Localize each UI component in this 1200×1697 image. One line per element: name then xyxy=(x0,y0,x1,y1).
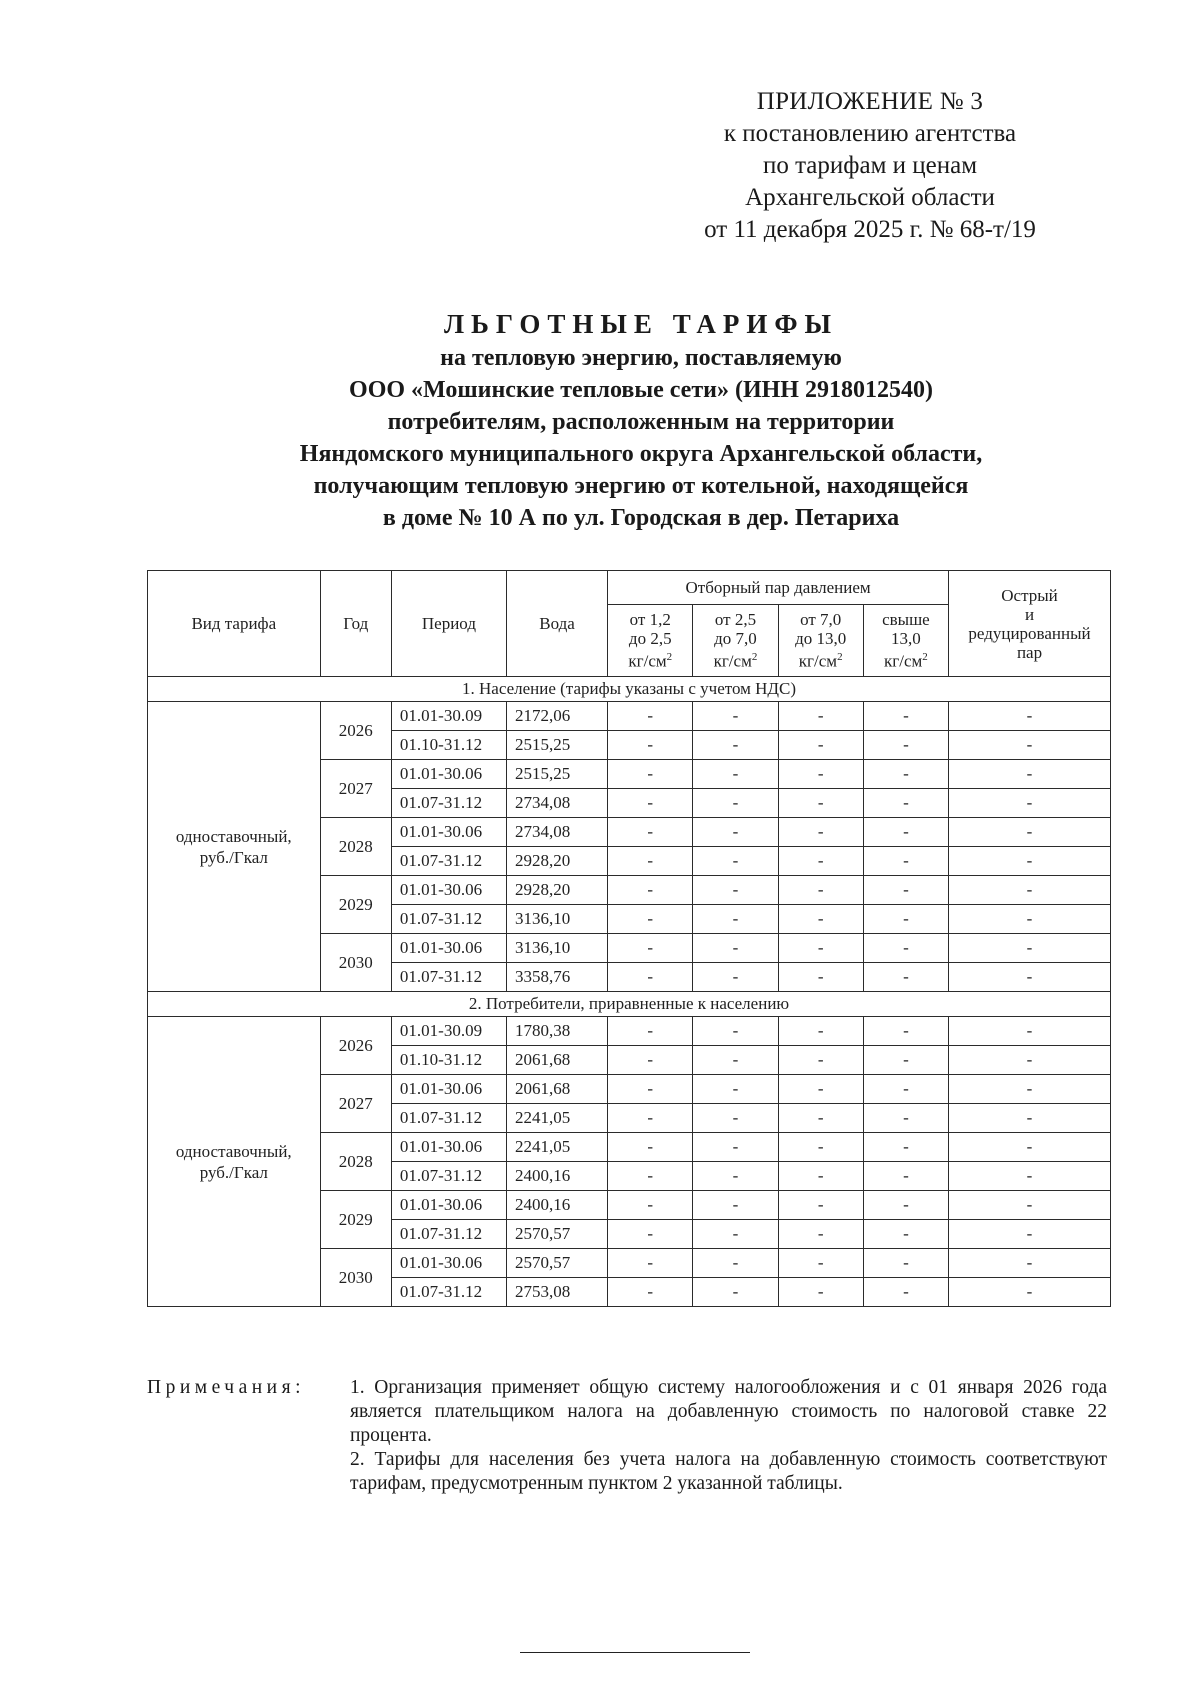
value-cell-p4: - xyxy=(863,702,948,731)
value-cell-p4: - xyxy=(863,1278,948,1307)
value-cell-p3: - xyxy=(778,847,863,876)
value-cell-p2: - xyxy=(693,1017,778,1046)
value-cell-p2: - xyxy=(693,760,778,789)
unit-power: 2 xyxy=(837,651,843,664)
value-cell-p3: - xyxy=(778,934,863,963)
value-cell-p2: - xyxy=(693,789,778,818)
unit-text: кг/см xyxy=(713,651,752,671)
water-cell: 2061,68 xyxy=(506,1046,607,1075)
value-cell-p1: - xyxy=(608,963,693,992)
value-cell-p1: - xyxy=(608,760,693,789)
header-sharp-line: пар xyxy=(1016,642,1043,662)
value-cell-p4: - xyxy=(863,963,948,992)
header-sharp-line: Острый xyxy=(1001,585,1058,605)
value-cell-p1: - xyxy=(608,702,693,731)
value-cell-sharp: - xyxy=(949,818,1111,847)
unit-power: 2 xyxy=(666,651,673,664)
value-cell-sharp: - xyxy=(949,702,1111,731)
value-cell-p4: - xyxy=(863,731,948,760)
water-cell: 2753,08 xyxy=(506,1278,607,1307)
year-cell: 2029 xyxy=(320,876,391,934)
value-cell-p1: - xyxy=(608,1162,693,1191)
period-cell: 01.01-30.06 xyxy=(391,1075,506,1104)
table-row xyxy=(148,1017,1111,1046)
water-cell: 2515,25 xyxy=(506,760,607,789)
water-cell: 2515,25 xyxy=(506,731,607,760)
year-cell: 2030 xyxy=(320,934,391,992)
water-cell: 2061,68 xyxy=(506,1075,607,1104)
value-cell-sharp: - xyxy=(949,905,1111,934)
tariff-table xyxy=(147,570,1111,1307)
table-header xyxy=(148,571,1111,677)
header-unit xyxy=(693,648,777,671)
value-cell-sharp: - xyxy=(949,934,1111,963)
period-cell: 01.07-31.12 xyxy=(391,1220,506,1249)
header-pressure-3 xyxy=(778,605,863,677)
tariff-type-unit: руб./Гкал xyxy=(199,847,268,867)
value-cell-p2: - xyxy=(693,876,778,905)
value-cell-p4: - xyxy=(863,1046,948,1075)
value-cell-sharp: - xyxy=(949,1104,1111,1133)
period-cell: 01.01-30.09 xyxy=(391,702,506,731)
header-water: Вода xyxy=(506,571,607,677)
value-cell-p3: - xyxy=(778,1162,863,1191)
value-cell-p1: - xyxy=(608,847,693,876)
value-cell-p2: - xyxy=(693,818,778,847)
period-cell: 01.07-31.12 xyxy=(391,1104,506,1133)
unit-text: кг/см xyxy=(628,651,667,671)
notes-body xyxy=(350,1376,1107,1496)
section-title: 1. Население (тарифы указаны с учетом НДС) xyxy=(148,677,1111,702)
header-sharp-steam xyxy=(949,571,1111,677)
value-cell-sharp: - xyxy=(949,1133,1111,1162)
year-cell: 2030 xyxy=(320,1249,391,1307)
period-cell: 01.01-30.09 xyxy=(391,1017,506,1046)
water-cell: 1780,38 xyxy=(506,1017,607,1046)
value-cell-p4: - xyxy=(863,934,948,963)
document-title xyxy=(136,306,1146,534)
value-cell-p1: - xyxy=(608,1133,693,1162)
header-pressure-4 xyxy=(863,605,948,677)
header-sharp-line: и xyxy=(1024,604,1035,624)
water-cell: 2734,08 xyxy=(506,818,607,847)
water-cell: 3136,10 xyxy=(506,905,607,934)
header-unit xyxy=(864,648,948,671)
value-cell-sharp: - xyxy=(949,1220,1111,1249)
title-line: на тепловую энергию, поставляемую xyxy=(440,345,842,371)
value-cell-p4: - xyxy=(863,1162,948,1191)
period-cell: 01.10-31.12 xyxy=(391,1046,506,1075)
value-cell-p3: - xyxy=(778,1249,863,1278)
value-cell-p3: - xyxy=(778,1278,863,1307)
unit-power: 2 xyxy=(751,651,758,664)
water-cell: 2241,05 xyxy=(506,1104,607,1133)
value-cell-p2: - xyxy=(693,702,778,731)
value-cell-p1: - xyxy=(608,818,693,847)
value-cell-p3: - xyxy=(778,1046,863,1075)
value-cell-p1: - xyxy=(608,1075,693,1104)
value-cell-p1: - xyxy=(608,1191,693,1220)
appendix-date: от 11 декабря 2025 г. № 68-т/19 xyxy=(704,216,1036,243)
header-year: Год xyxy=(320,571,391,677)
value-cell-p2: - xyxy=(693,847,778,876)
title-line: в доме № 10 А по ул. Городская в дер. Петариха xyxy=(382,505,900,531)
value-cell-p1: - xyxy=(608,1220,693,1249)
unit-text: кг/см xyxy=(884,651,923,671)
year-cell: 2026 xyxy=(320,702,391,760)
value-cell-p3: - xyxy=(778,818,863,847)
header-sharp-line: редуцированный xyxy=(968,623,1091,643)
value-cell-sharp: - xyxy=(949,1191,1111,1220)
unit-power: 2 xyxy=(922,651,928,664)
period-cell: 01.10-31.12 xyxy=(391,731,506,760)
title-line: потребителям, расположенным на территории xyxy=(387,409,895,435)
value-cell-p4: - xyxy=(863,818,948,847)
value-cell-p4: - xyxy=(863,760,948,789)
value-cell-p3: - xyxy=(778,731,863,760)
value-cell-p4: - xyxy=(863,1133,948,1162)
header-pressure-line: от 1,2 xyxy=(629,610,671,630)
title-line: Няндомского муниципального округа Архангельской области, xyxy=(299,441,983,467)
header-pressure-1 xyxy=(608,605,693,677)
value-cell-p4: - xyxy=(863,1104,948,1133)
note-item-1: 1. Организация применяет общую систему налогообложения и с 01 января 2026 года является плательщиком налога на добавленную стоимость по налоговой ставке 22 процента. xyxy=(350,1377,1107,1446)
year-cell: 2027 xyxy=(320,760,391,818)
value-cell-p1: - xyxy=(608,1249,693,1278)
water-cell: 2172,06 xyxy=(506,702,607,731)
water-cell: 2928,20 xyxy=(506,847,607,876)
value-cell-sharp: - xyxy=(949,1075,1111,1104)
water-cell: 2570,57 xyxy=(506,1249,607,1278)
header-unit xyxy=(608,648,692,671)
period-cell: 01.01-30.06 xyxy=(391,1133,506,1162)
header-unit xyxy=(779,648,863,671)
title-line: ООО «Мошинские тепловые сети» (ИНН 2918012540) xyxy=(349,377,933,403)
year-cell: 2029 xyxy=(320,1191,391,1249)
year-cell: 2027 xyxy=(320,1075,391,1133)
value-cell-p2: - xyxy=(693,1046,778,1075)
value-cell-p4: - xyxy=(863,1220,948,1249)
value-cell-p1: - xyxy=(608,731,693,760)
header-period: Период xyxy=(391,571,506,677)
value-cell-p1: - xyxy=(608,934,693,963)
year-cell: 2028 xyxy=(320,818,391,876)
value-cell-p3: - xyxy=(778,1191,863,1220)
value-cell-p4: - xyxy=(863,1249,948,1278)
tariff-type-label xyxy=(148,702,321,992)
value-cell-p4: - xyxy=(863,1075,948,1104)
value-cell-p2: - xyxy=(693,934,778,963)
water-cell: 2241,05 xyxy=(506,1133,607,1162)
header-steam-group: Отборный пар давлением xyxy=(608,571,949,605)
value-cell-p3: - xyxy=(778,1133,863,1162)
appendix-line: к постановлению агентства xyxy=(723,120,1017,147)
period-cell: 01.07-31.12 xyxy=(391,963,506,992)
value-cell-p3: - xyxy=(778,1104,863,1133)
period-cell: 01.07-31.12 xyxy=(391,905,506,934)
unit-text: кг/см xyxy=(798,651,838,671)
water-cell: 2400,16 xyxy=(506,1191,607,1220)
appendix-number: ПРИЛОЖЕНИЕ № 3 xyxy=(756,88,984,115)
value-cell-p2: - xyxy=(693,1191,778,1220)
title-main: ЛЬГОТНЫЕ ТАРИФЫ xyxy=(443,309,839,339)
value-cell-p1: - xyxy=(608,876,693,905)
value-cell-p2: - xyxy=(693,963,778,992)
water-cell: 3136,10 xyxy=(506,934,607,963)
section-row xyxy=(148,677,1111,702)
value-cell-sharp: - xyxy=(949,731,1111,760)
header-pressure-line: от 2,5 xyxy=(714,610,757,630)
value-cell-p4: - xyxy=(863,905,948,934)
value-cell-sharp: - xyxy=(949,1249,1111,1278)
bottom-divider xyxy=(520,1652,750,1653)
water-cell: 2400,16 xyxy=(506,1162,607,1191)
value-cell-p3: - xyxy=(778,1220,863,1249)
value-cell-p4: - xyxy=(863,847,948,876)
table-body xyxy=(148,677,1111,1307)
value-cell-p1: - xyxy=(608,1017,693,1046)
period-cell: 01.01-30.06 xyxy=(391,1249,506,1278)
value-cell-sharp: - xyxy=(949,760,1111,789)
tariff-type-label xyxy=(148,1017,321,1307)
appendix-line: по тарифам и ценам xyxy=(762,152,978,179)
period-cell: 01.01-30.06 xyxy=(391,934,506,963)
value-cell-p2: - xyxy=(693,1104,778,1133)
tariff-type-line: одноставочный, xyxy=(175,1141,292,1161)
value-cell-p1: - xyxy=(608,905,693,934)
section-title: 2. Потребители, приравненные к населению xyxy=(148,992,1111,1017)
value-cell-sharp: - xyxy=(949,1162,1111,1191)
period-cell: 01.01-30.06 xyxy=(391,818,506,847)
water-cell: 2570,57 xyxy=(506,1220,607,1249)
header-pressure-line: от 7,0 xyxy=(800,610,842,630)
value-cell-p2: - xyxy=(693,1075,778,1104)
period-cell: 01.01-30.06 xyxy=(391,1191,506,1220)
value-cell-p3: - xyxy=(778,702,863,731)
period-cell: 01.07-31.12 xyxy=(391,1278,506,1307)
value-cell-p3: - xyxy=(778,876,863,905)
period-cell: 01.07-31.12 xyxy=(391,847,506,876)
value-cell-p2: - xyxy=(693,1278,778,1307)
value-cell-sharp: - xyxy=(949,1046,1111,1075)
value-cell-p3: - xyxy=(778,963,863,992)
period-cell: 01.07-31.12 xyxy=(391,789,506,818)
value-cell-p1: - xyxy=(608,1278,693,1307)
value-cell-p4: - xyxy=(863,1191,948,1220)
value-cell-p3: - xyxy=(778,1075,863,1104)
value-cell-p1: - xyxy=(608,789,693,818)
appendix-line: Архангельской области xyxy=(745,184,995,211)
period-cell: 01.01-30.06 xyxy=(391,760,506,789)
header-tariff-type: Вид тарифа xyxy=(148,571,321,677)
value-cell-sharp: - xyxy=(949,847,1111,876)
value-cell-sharp: - xyxy=(949,789,1111,818)
table-row xyxy=(148,702,1111,731)
title-line: получающим тепловую энергию от котельной, находящейся xyxy=(313,473,969,499)
value-cell-p3: - xyxy=(778,905,863,934)
value-cell-p4: - xyxy=(863,789,948,818)
period-cell: 01.07-31.12 xyxy=(391,1162,506,1191)
header-pressure-line: до 13,0 xyxy=(795,629,847,649)
value-cell-p4: - xyxy=(863,876,948,905)
header-pressure-line: до 2,5 xyxy=(628,629,672,649)
value-cell-p2: - xyxy=(693,905,778,934)
value-cell-sharp: - xyxy=(949,876,1111,905)
year-cell: 2028 xyxy=(320,1133,391,1191)
value-cell-p3: - xyxy=(778,1017,863,1046)
value-cell-p1: - xyxy=(608,1104,693,1133)
note-item-2: 2. Тарифы для населения без учета налога на добавленную стоимость соответствуют тарифам, предусмотренным пунктом 2 указанной таблицы. xyxy=(350,1449,1107,1494)
value-cell-sharp: - xyxy=(949,1278,1111,1307)
header-pressure-2 xyxy=(693,605,778,677)
value-cell-p2: - xyxy=(693,1162,778,1191)
year-cell: 2026 xyxy=(320,1017,391,1075)
header-pressure-line: 13,0 xyxy=(891,629,921,649)
value-cell-p1: - xyxy=(608,1046,693,1075)
water-cell: 2928,20 xyxy=(506,876,607,905)
period-cell: 01.01-30.06 xyxy=(391,876,506,905)
tariff-type-unit: руб./Гкал xyxy=(199,1162,268,1182)
value-cell-p3: - xyxy=(778,760,863,789)
value-cell-p2: - xyxy=(693,731,778,760)
value-cell-p2: - xyxy=(693,1220,778,1249)
water-cell: 3358,76 xyxy=(506,963,607,992)
appendix-block xyxy=(640,86,1100,246)
notes-label: Примечания: xyxy=(147,1377,305,1398)
value-cell-sharp: - xyxy=(949,963,1111,992)
value-cell-p2: - xyxy=(693,1249,778,1278)
header-pressure-line: свыше xyxy=(882,610,930,630)
value-cell-p4: - xyxy=(863,1017,948,1046)
value-cell-p2: - xyxy=(693,1133,778,1162)
tariff-type-line: одноставочный, xyxy=(175,826,292,846)
value-cell-sharp: - xyxy=(949,1017,1111,1046)
water-cell: 2734,08 xyxy=(506,789,607,818)
value-cell-p3: - xyxy=(778,789,863,818)
header-pressure-line: до 7,0 xyxy=(714,629,757,649)
section-row xyxy=(148,992,1111,1017)
